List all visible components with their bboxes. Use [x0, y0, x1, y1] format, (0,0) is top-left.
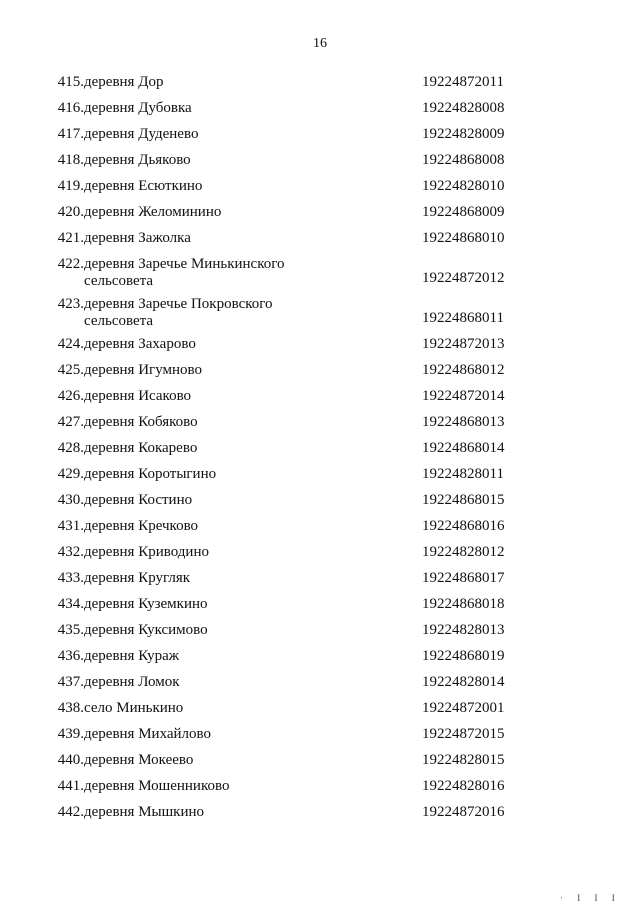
settlement-code: 19224868013	[422, 414, 505, 430]
settlement-name: деревня Исаково	[84, 388, 192, 404]
item-number: 442.	[57, 804, 84, 820]
settlement-name: деревня Куксимово	[84, 622, 208, 638]
settlement-name: деревня Кречково	[84, 518, 199, 534]
settlement-code: 19224828008	[422, 100, 505, 116]
item-number: 429.	[57, 466, 84, 482]
item-number: 415.	[57, 74, 84, 90]
settlement-code: 19224868008	[422, 152, 505, 168]
settlement-name: деревня Костино	[84, 492, 193, 508]
list-item	[0, 332, 640, 358]
list-item	[0, 670, 640, 696]
settlement-code: 19224868014	[422, 440, 505, 456]
settlement-code: 19224828012	[422, 544, 505, 560]
settlement-name: село Минькино	[84, 700, 184, 716]
list-item	[0, 252, 640, 292]
list-item	[0, 514, 640, 540]
settlement-name: деревня Зажолка	[84, 230, 191, 246]
settlement-name: деревня Желоминино	[84, 204, 222, 220]
settlement-name: деревня Дуденево	[84, 126, 199, 142]
item-number: 439.	[57, 726, 84, 742]
list-item	[0, 722, 640, 748]
list-item	[0, 696, 640, 722]
item-number: 426.	[57, 388, 84, 404]
list-item	[0, 488, 640, 514]
list-item	[0, 148, 640, 174]
settlement-name: деревня Мышкино	[84, 804, 205, 820]
settlement-name: деревня Кокарево	[84, 440, 198, 456]
list-item	[0, 96, 640, 122]
item-number: 434.	[57, 596, 84, 612]
list-item	[0, 748, 640, 774]
list-item	[0, 122, 640, 148]
item-number: 438.	[57, 700, 84, 716]
list-item	[0, 410, 640, 436]
settlement-name: деревня Кураж	[84, 648, 180, 664]
settlement-code: 19224828010	[422, 178, 505, 194]
list-item	[0, 384, 640, 410]
settlement-name: деревня Кобяково	[84, 414, 198, 430]
item-number: 428.	[57, 440, 84, 456]
settlement-code: 19224872016	[422, 804, 505, 820]
settlement-name: деревня Мошенниково	[84, 778, 230, 794]
settlement-code: 19224868015	[422, 492, 505, 508]
settlement-name: деревня Игумново	[84, 362, 202, 378]
item-number: 431.	[57, 518, 84, 534]
settlement-code: 19224828016	[422, 778, 505, 794]
item-number: 423.	[57, 296, 84, 312]
list-item	[0, 292, 640, 332]
settlement-name: деревня Ломок	[84, 674, 180, 690]
list-item	[0, 566, 640, 592]
footer-mark: · I I I	[560, 893, 621, 903]
settlement-code: 19224868018	[422, 596, 505, 612]
settlement-code: 19224872013	[422, 336, 505, 352]
settlement-code: 19224828009	[422, 126, 505, 142]
list-item	[0, 70, 640, 96]
item-number: 422.	[57, 256, 84, 272]
item-number: 433.	[57, 570, 84, 586]
settlement-name: деревня Михайлово	[84, 726, 212, 742]
settlement-code: 19224868016	[422, 518, 505, 534]
settlement-code: 19224872012	[422, 270, 505, 286]
settlement-name: деревня Захарово	[84, 336, 196, 352]
list-item	[0, 540, 640, 566]
settlement-name: деревня Дор	[84, 74, 164, 90]
list-item	[0, 226, 640, 252]
settlement-code: 19224868019	[422, 648, 505, 664]
list-item	[0, 800, 640, 826]
item-number: 427.	[57, 414, 84, 430]
item-number: 441.	[57, 778, 84, 794]
list-item	[0, 644, 640, 670]
settlement-code: 19224868012	[422, 362, 505, 378]
settlement-code: 19224872001	[422, 700, 505, 716]
settlement-name: деревня Куземкино	[84, 596, 208, 612]
settlement-code: 19224868011	[422, 310, 504, 326]
settlement-code: 19224868010	[422, 230, 505, 246]
item-number: 419.	[57, 178, 84, 194]
settlement-code: 19224868017	[422, 570, 505, 586]
settlement-name: деревня Криводино	[84, 544, 209, 560]
list-item	[0, 200, 640, 226]
settlement-code: 19224828014	[422, 674, 505, 690]
item-number: 421.	[57, 230, 84, 246]
item-number: 420.	[57, 204, 84, 220]
list-item	[0, 462, 640, 488]
settlement-code: 19224872014	[422, 388, 505, 404]
settlement-code: 19224828011	[422, 466, 504, 482]
item-number: 437.	[57, 674, 84, 690]
settlement-name: деревня Заречье Минькинского сельсовета	[84, 256, 285, 289]
settlement-name: деревня Заречье Покровского сельсовета	[84, 296, 273, 329]
list-item	[0, 774, 640, 800]
item-number: 417.	[57, 126, 84, 142]
item-number: 435.	[57, 622, 84, 638]
settlement-code: 19224872011	[422, 74, 504, 90]
settlement-list	[0, 70, 640, 826]
settlement-name: деревня Дьяково	[84, 152, 191, 168]
settlement-code: 19224868009	[422, 204, 505, 220]
item-number: 424.	[57, 336, 84, 352]
settlement-code: 19224828013	[422, 622, 505, 638]
settlement-code: 19224872015	[422, 726, 505, 742]
settlement-name: деревня Дубовка	[84, 100, 192, 116]
item-number: 416.	[57, 100, 84, 116]
list-item	[0, 436, 640, 462]
settlement-name: деревня Мокеево	[84, 752, 194, 768]
item-number: 432.	[57, 544, 84, 560]
item-number: 430.	[57, 492, 84, 508]
settlement-name: деревня Коротыгино	[84, 466, 217, 482]
item-number: 440.	[57, 752, 84, 768]
item-number: 425.	[57, 362, 84, 378]
list-item	[0, 358, 640, 384]
list-item	[0, 174, 640, 200]
item-number: 436.	[57, 648, 84, 664]
item-number: 418.	[57, 152, 84, 168]
settlement-name: деревня Есюткино	[84, 178, 203, 194]
settlement-name: деревня Кругляк	[84, 570, 191, 586]
list-item	[0, 618, 640, 644]
page-number: 16	[313, 36, 327, 51]
settlement-code: 19224828015	[422, 752, 505, 768]
list-item	[0, 592, 640, 618]
